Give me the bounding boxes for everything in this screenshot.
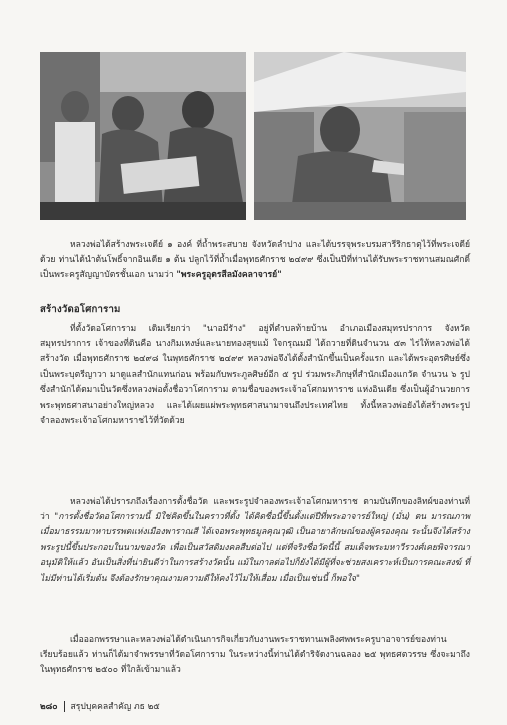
caption-text: หลวงพ่อได้สร้างพระเจดีย์ ๑ องค์ ที่ถ้ำพระสบาย จังหวัดลำปาง และได้บรรจุพระบรมสารีริกธาตุไว้ที่พระเจดีย์ด้วย ท่านได้นำต้นโพธิ์จากอินเดีย ๑ ต้น ปลูกไว้ที่ถ้ำเมื่อพุทธศักราช ๒๔๙๙ ซึ่งเป็นปีที่ท่านได้รับพระราชทานสมณศักดิ์เป็นพระครูสัญญาบัตรชั้นเอก นามว่า — [40, 239, 470, 280]
caption-title: "พระครูอุตรสีลมังคลาจารย์" — [176, 269, 282, 280]
book-title: สรุปบุคคลสำคัญ ภธ ๒๕ — [70, 702, 160, 712]
paragraph-2-quote: "การตั้งชื่อวัดอโศการามนี้ มิใช่คิดขึ้นในคราวที่ตั้ง ได้คิดชื่อนี้ขึ้นตั้งแต่ปีที่พระอาจารย์ใหญ่ (มั่น) ตน มารณภาพ เมื่อมาธรรมมาหาบรรพตแห่งเมืองพาราณสี ได้เจอพระพุทธมูลคุณวุฒิ เป็นอายาลักษณ์ของผู้ครองคุณ ระนั้นจึงได้สร้างพระรูปนี้ขึ้นประกอบในนามของวัด เพื่อเป็นสวัสดิมงคลสืบต่อไป แต่ที่จริงชื่อวัดนี้นี้ สมเด็จพระมหาวีรวงศ์เคยพิจารณาอนุมัติให้แล้ว อันเป็นสิ่งที่น่ายินดีว่าในการสร้างวัดนั้น แม้ในกาลต่อไปก็ยังได้มีผู้ที่จะช่วยสงเคราะห์เป็นการคณะสงฆ์ ที่ไม่มีท่านได้เริ่มต้น จึงต้องรักษาคุณงามความดีให้คงไว้ไม่ให้เสื่อม เมื่อเป็นเช่นนี้ ก็พอใจ" — [40, 512, 470, 584]
photo-caption — [40, 238, 470, 283]
paragraph-2-lead: หลวงพ่อได้ปรารภถึงเรื่องการตั้งชื่อวัด และพระรูปจำลองพระเจ้าอโศกมหาราช ตามบันทึกของลิทผ์ของท่านที่ว่า — [40, 496, 470, 522]
paragraph-2 — [40, 495, 470, 587]
footer-divider — [64, 701, 65, 712]
photo-monks-reading — [40, 52, 246, 220]
photo-monk-portrait — [254, 52, 466, 220]
paragraph-3: เมื่อออกพรรษาและหลวงพ่อได้ดำเนินการกิจเกี่ยวกับงานพระราชทานเพลิงศพพระครูบาอาจารย์ของท่านเรียบร้อยแล้ว ท่านก็ได้มาจำพรรษาที่วัดอโศการาม ในระหว่างนี้ท่านได้ดำริจัดงานฉลอง ๒๕ พุทธศตวรรษ ซึ่งจะมาถึงในพุทธศักราช ๒๕๐๐ ที่ใกล้เข้ามาแล้ว — [40, 634, 470, 676]
paragraph-1: ที่ตั้งวัดอโศการาม เดิมเรียกว่า "นาอมีรัาง" อยู่ที่ตำบลท้ายบ้าน อำเภอเมืองสมุทรปราการ จังหวัดสมุทรปราการ เจ้าของที่ดินคือ นางกิมเหงษ์และนายทองสุขแม้ ใจกรุณมมี ได้ถวายที่ดินจำนวน ๕๓ ไร่ให้หลวงพ่อได้สร้างวัด เมื่อพุทธศักราช ๒๔๙๘ ในพุทธศักราช ๒๔๙๙ หลวงพ่อจึงได้ตั้งสำนักขึ้นเป็นครั้งแรก และได้พระอุตรศิษย์ซึ่งเป็นพระบุตรีญาวา มาดูแลสำนักแทนก่อน พร้อมกับพระภูลศิษย์อีก ๕ รูป ร่วมพระภิกษุที่สำนักเมืองแกวัด จำนวน ๖ รูป ซึ่งสำนักได้ตมาเป็นวัดซึ่งหลวงพ่อตั้งชื่อวาโศการาม ตามชื่อของพระเจ้าอโศกมหาราช แห่งอินเดีย ซึ่งเป็นผู้อำนวยการพระพุทธศาสนาอย่างใหญ่หลวง และได้เผยแผ่พระพุทธศาสนามาจนถึงประเทศไทย ทั้งนี้หลวงพ่อยังได้สร้างพระรูป จำลองพระเจ้าอโศกมหาราชไว้ที่วัดด้วย — [40, 323, 470, 427]
photo-monks-reading-image — [40, 52, 246, 220]
page-number: ๒๘๐ — [40, 702, 58, 712]
photo-monk-portrait-image — [254, 52, 466, 220]
page-footer — [40, 699, 160, 713]
section-heading: สร้างวัดอโศการาม — [40, 303, 121, 315]
